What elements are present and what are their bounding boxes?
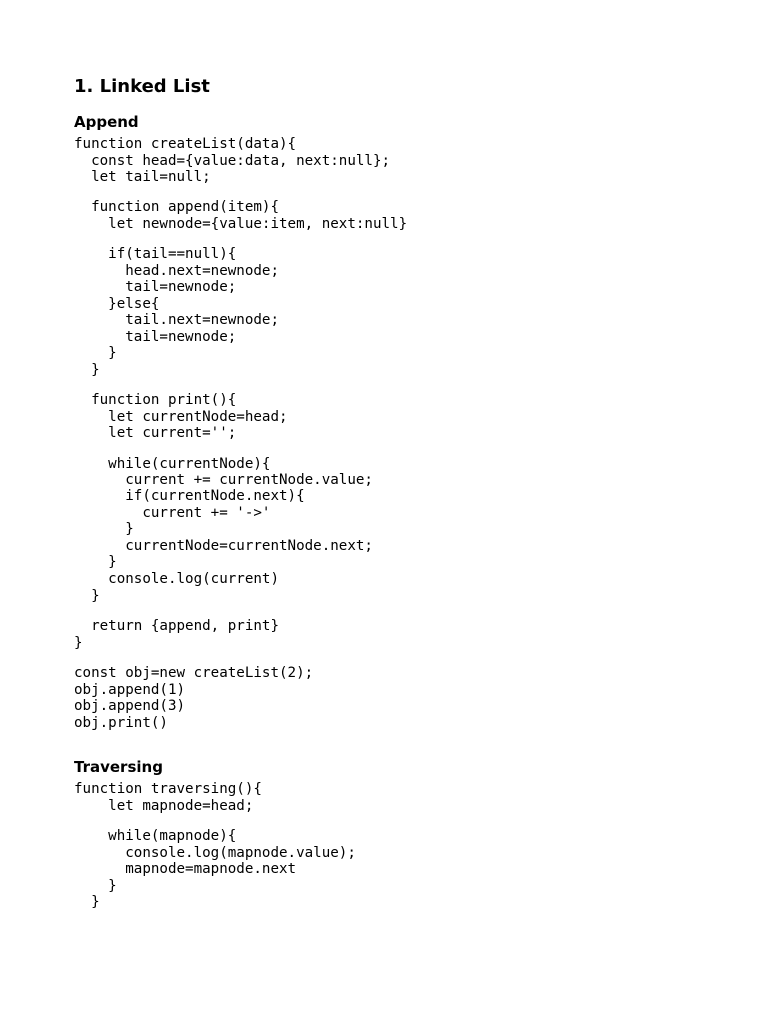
code-line: } <box>74 554 117 570</box>
code-line: let currentNode=head; <box>74 409 288 425</box>
code-line: obj.append(3) <box>74 698 186 714</box>
code-line: current += currentNode.value; <box>74 472 373 488</box>
code-line: } <box>74 635 83 651</box>
code-line: tail=newnode; <box>74 329 237 345</box>
code-line: const head={value:data, next:null}; <box>74 153 391 169</box>
code-line: while(currentNode){ <box>74 456 271 472</box>
code-line: let tail=null; <box>74 169 211 185</box>
code-line: obj.print() <box>74 715 168 731</box>
code-line: } <box>74 521 134 537</box>
code-line: } <box>74 345 117 361</box>
document-title: 1. Linked List <box>74 76 210 97</box>
code-line: currentNode=currentNode.next; <box>74 538 373 554</box>
code-line: }else{ <box>74 296 160 312</box>
section-heading-append: Append <box>74 113 139 131</box>
code-line: function createList(data){ <box>74 136 297 152</box>
code-line: } <box>74 588 100 604</box>
code-line: let current=''; <box>74 425 237 441</box>
code-line: let mapnode=head; <box>74 798 254 814</box>
code-line: function print(){ <box>74 392 237 408</box>
code-line: } <box>74 878 117 894</box>
code-line: function append(item){ <box>74 199 279 215</box>
code-line: function traversing(){ <box>74 781 262 797</box>
code-line: obj.append(1) <box>74 682 186 698</box>
code-line: return {append, print} <box>74 618 279 634</box>
code-line: tail.next=newnode; <box>74 312 279 328</box>
code-line: head.next=newnode; <box>74 263 279 279</box>
code-line: tail=newnode; <box>74 279 237 295</box>
code-line: let newnode={value:item, next:null} <box>74 216 408 232</box>
code-line: } <box>74 894 100 910</box>
code-line: current += '->' <box>74 505 271 521</box>
code-line: console.log(current) <box>74 571 279 587</box>
code-line: const obj=new createList(2); <box>74 665 314 681</box>
code-line: console.log(mapnode.value); <box>74 845 356 861</box>
code-line: if(tail==null){ <box>74 246 237 262</box>
code-line: } <box>74 362 100 378</box>
code-line: if(currentNode.next){ <box>74 488 305 504</box>
section-heading-traversing: Traversing <box>74 758 163 776</box>
code-line: mapnode=mapnode.next <box>74 861 297 877</box>
code-line: while(mapnode){ <box>74 828 237 844</box>
